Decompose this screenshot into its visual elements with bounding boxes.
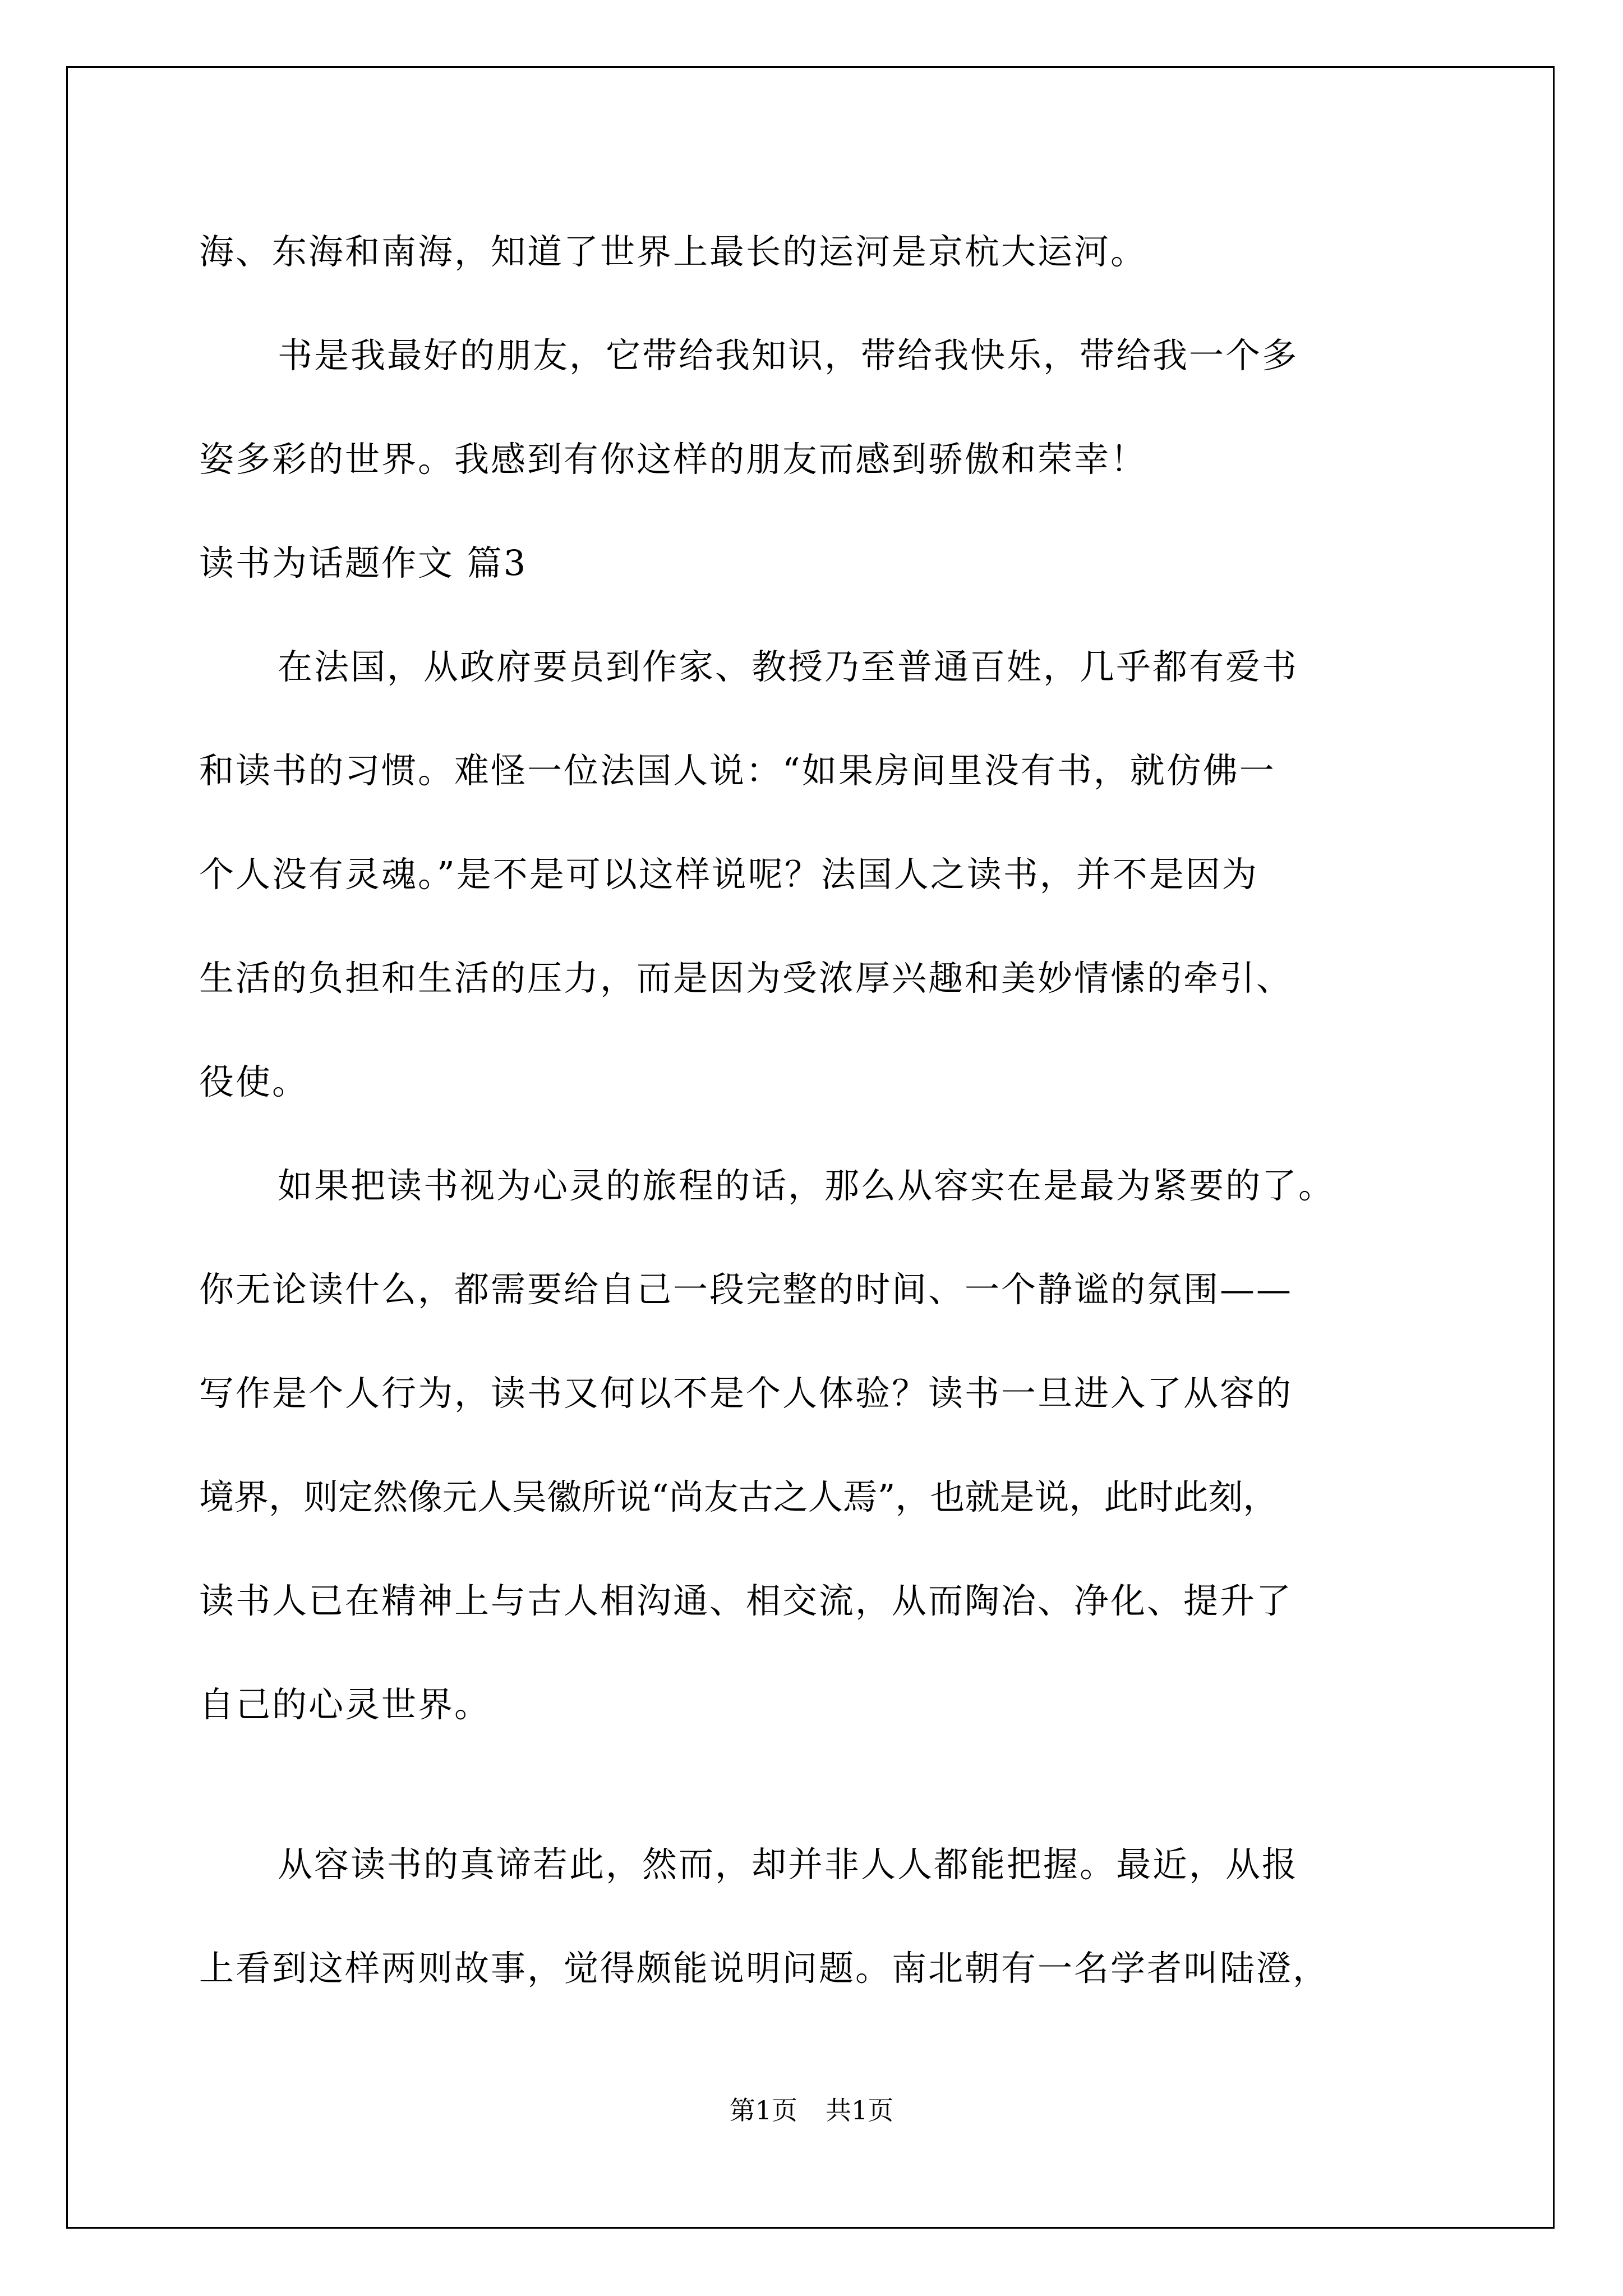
paragraph-line: 如果把读书视为心灵的旅程的话，那么从容实在是最为紧要的了。: [278, 1165, 1335, 1206]
paragraph-line: 你无论读什么，都需要给自己一段完整的时间、一个静谧的氛围——: [199, 1269, 1293, 1310]
paragraph-line: 读书人已在精神上与古人相沟通、相交流，从而陶冶、净化、提升了: [199, 1580, 1293, 1621]
paragraph-line: 从容读书的真谛若此，然而，却并非人人都能把握。最近，从报: [278, 1844, 1299, 1885]
page-number: 第1页: [729, 2095, 797, 2125]
paragraph-line: 生活的负担和生活的压力，而是因为受浓厚兴趣和美妙情愫的牵引、: [199, 958, 1293, 999]
paragraph-line: 写作是个人行为，读书又何以不是个人体验？读书一旦进入了从容的: [199, 1373, 1293, 1414]
paragraph-line: 书是我最好的朋友，它带给我知识，带给我快乐，带给我一个多: [278, 335, 1299, 376]
paragraph-line: 个人没有灵魂。”是不是可以这样说呢？法国人之读书，并不是因为: [199, 854, 1258, 895]
paragraph-line: 自己的心灵世界。: [199, 1684, 491, 1725]
paragraph-line: 和读书的习惯。难怪一位法国人说：“如果房间里没有书，就仿佛一: [199, 750, 1276, 791]
page-footer: [0, 2097, 1623, 2123]
paragraph-line: 海、东海和南海，知道了世界上最长的运河是京杭大运河。: [199, 231, 1147, 272]
page-total: 共1页: [826, 2095, 894, 2125]
paragraph-line: 在法国，从政府要员到作家、教授乃至普通百姓，几乎都有爱书: [278, 646, 1299, 687]
paragraph-line: 姿多彩的世界。我感到有你这样的朋友而感到骄傲和荣幸！: [199, 439, 1147, 480]
page-border: [66, 66, 1555, 2229]
paragraph-line: 役使。: [199, 1061, 309, 1102]
paragraph-line: 境界，则定然像元人吴徽所说“尚友古之人焉”，也就是说，此时此刻，: [199, 1476, 1278, 1517]
paragraph-line: 上看到这样两则故事，觉得颇能说明问题。南北朝有一名学者叫陆澄，: [199, 1948, 1330, 1989]
section-heading: 读书为话题作文 篇3: [199, 542, 528, 583]
